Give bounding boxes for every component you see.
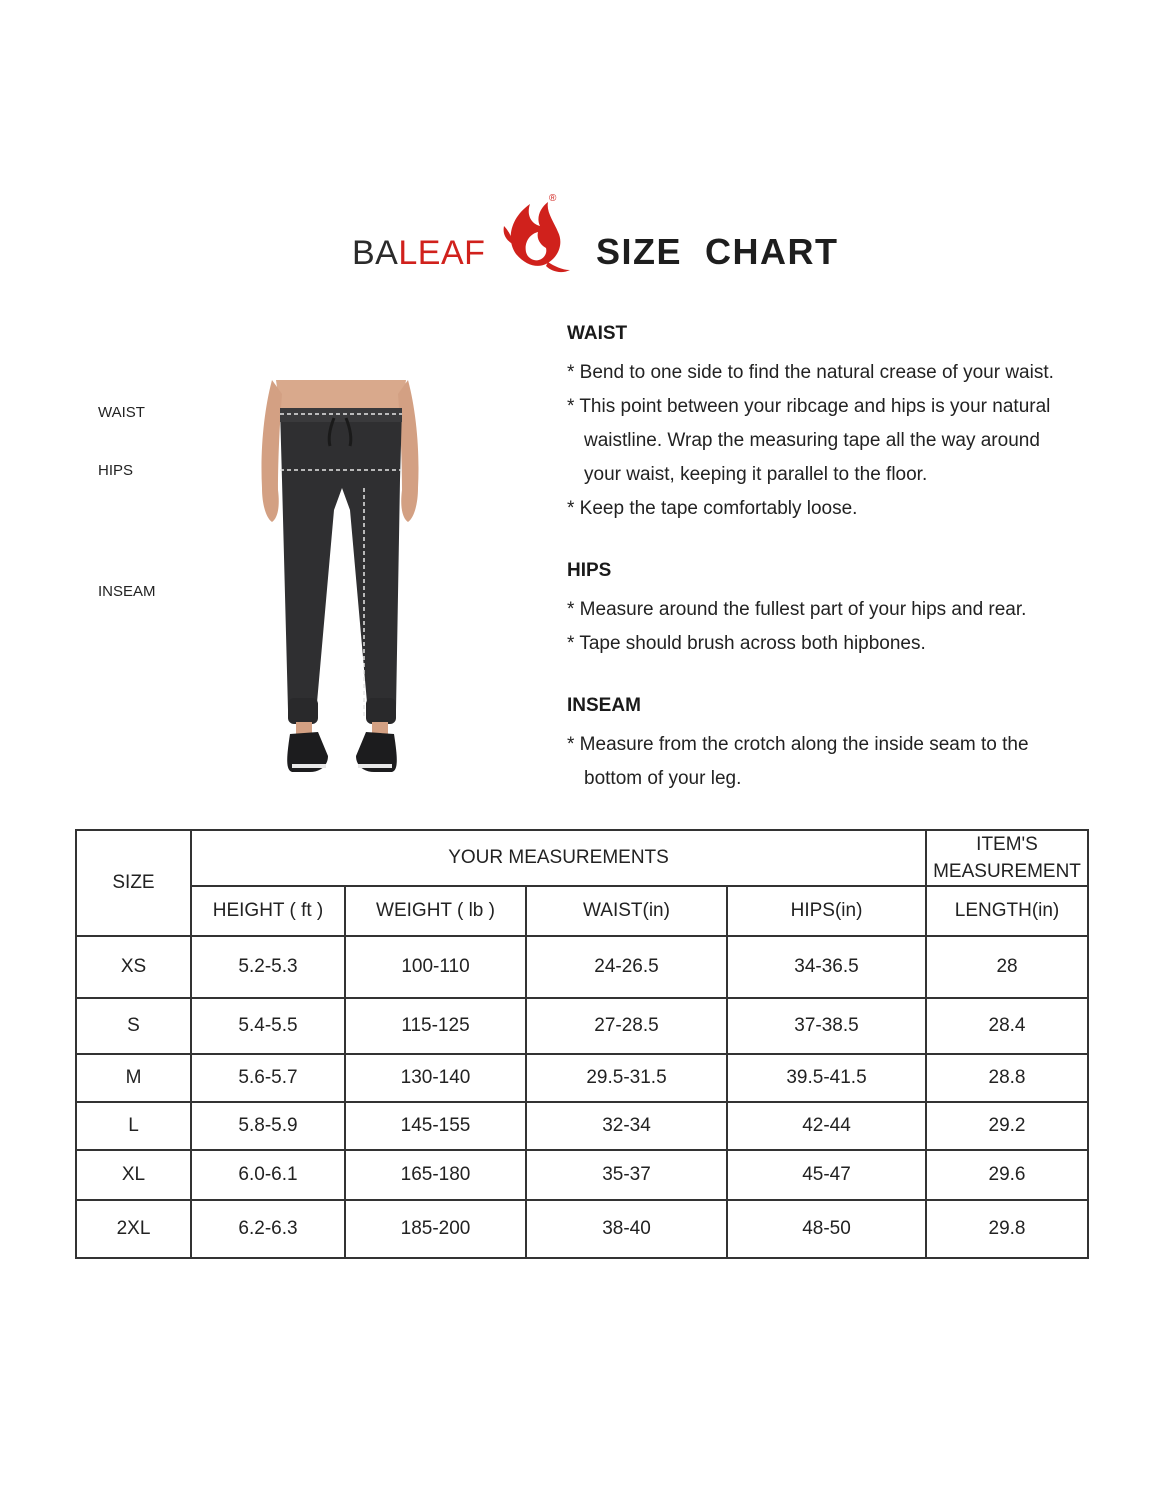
col-header-hips: HIPS(in) bbox=[727, 886, 926, 936]
pants-body bbox=[280, 408, 402, 714]
cell-hips: 48-50 bbox=[727, 1200, 926, 1258]
cell-length: 28 bbox=[926, 936, 1088, 998]
your-measurements-header: YOUR MEASUREMENTS bbox=[191, 830, 926, 886]
waistband bbox=[280, 408, 402, 422]
cell-length: 29.6 bbox=[926, 1150, 1088, 1200]
item-measurement-line-1: ITEM'S bbox=[976, 834, 1038, 855]
cell-waist: 35-37 bbox=[526, 1150, 727, 1200]
page-title: SIZE CHART bbox=[596, 231, 839, 272]
cell-height: 5.8-5.9 bbox=[191, 1102, 345, 1150]
brand-text-ba: BA bbox=[352, 234, 399, 272]
left-arm bbox=[261, 380, 282, 522]
cell-hips: 34-36.5 bbox=[727, 936, 926, 998]
hips-bullet-2: * Tape should brush across both hipbones. bbox=[567, 633, 926, 654]
item-measurement-line-2: MEASUREMENT bbox=[933, 861, 1081, 882]
size-header: SIZE bbox=[76, 830, 191, 936]
table-row bbox=[76, 1102, 1088, 1150]
cell-length: 28.8 bbox=[926, 1054, 1088, 1102]
brand-logo bbox=[352, 236, 485, 270]
col-header-waist: WAIST(in) bbox=[526, 886, 727, 936]
inseam-bullet-1 bbox=[567, 728, 1107, 796]
size-table bbox=[75, 829, 1089, 1259]
jogger-pants-illustration bbox=[250, 380, 430, 780]
cell-hips: 39.5-41.5 bbox=[727, 1054, 926, 1102]
col-header-weight: WEIGHT ( lb ) bbox=[345, 886, 526, 936]
waist-title: WAIST bbox=[567, 323, 628, 344]
table-row bbox=[76, 1150, 1088, 1200]
cell-weight: 165-180 bbox=[345, 1150, 526, 1200]
table-row bbox=[76, 936, 1088, 998]
inseam-bullet-1-line-1: * Measure from the crotch along the inside seam to the bbox=[567, 734, 1029, 755]
cell-length: 28.4 bbox=[926, 998, 1088, 1054]
cell-length: 29.2 bbox=[926, 1102, 1088, 1150]
cell-size: 2XL bbox=[76, 1200, 191, 1258]
left-cuff bbox=[288, 698, 318, 724]
cell-size: L bbox=[76, 1102, 191, 1150]
cell-hips: 37-38.5 bbox=[727, 998, 926, 1054]
hips-bullet-1: * Measure around the fullest part of your hips and rear. bbox=[567, 599, 1027, 620]
brand-text-leaf: LEAF bbox=[398, 234, 486, 272]
waist-bullet-2-line-2: waistline. Wrap the measuring tape all the way around bbox=[584, 430, 1040, 451]
cell-size: S bbox=[76, 998, 191, 1054]
cell-size: XL bbox=[76, 1150, 191, 1200]
hips-title: HIPS bbox=[567, 560, 612, 581]
cell-hips: 45-47 bbox=[727, 1150, 926, 1200]
flame-logo-icon bbox=[496, 196, 574, 276]
cell-waist: 32-34 bbox=[526, 1102, 727, 1150]
cell-waist: 27-28.5 bbox=[526, 998, 727, 1054]
cell-height: 5.2-5.3 bbox=[191, 936, 345, 998]
waist-bullet-2-line-1: * This point between your ribcage and hips is your natural bbox=[567, 396, 1051, 417]
inseam-bullet-1-line-2: bottom of your leg. bbox=[584, 768, 742, 789]
col-header-height: HEIGHT ( ft ) bbox=[191, 886, 345, 936]
header bbox=[0, 190, 1154, 280]
cell-height: 6.0-6.1 bbox=[191, 1150, 345, 1200]
figure-label-inseam: INSEAM bbox=[98, 583, 156, 600]
inseam-title: INSEAM bbox=[567, 695, 641, 716]
table-row bbox=[76, 1054, 1088, 1102]
cell-weight: 130-140 bbox=[345, 1054, 526, 1102]
cell-length: 29.8 bbox=[926, 1200, 1088, 1258]
waist-bullet-2 bbox=[567, 390, 1107, 492]
cell-weight: 185-200 bbox=[345, 1200, 526, 1258]
cell-weight: 115-125 bbox=[345, 998, 526, 1054]
figure-label-waist: WAIST bbox=[98, 404, 145, 421]
cell-size: M bbox=[76, 1054, 191, 1102]
col-header-length: LENGTH(in) bbox=[926, 886, 1088, 936]
cell-height: 6.2-6.3 bbox=[191, 1200, 345, 1258]
cell-height: 5.4-5.5 bbox=[191, 998, 345, 1054]
waist-bullet-3: * Keep the tape comfortably loose. bbox=[567, 498, 858, 519]
table-row bbox=[76, 998, 1088, 1054]
right-cuff bbox=[366, 698, 396, 724]
torso bbox=[276, 380, 406, 410]
cell-weight: 100-110 bbox=[345, 936, 526, 998]
cell-hips: 42-44 bbox=[727, 1102, 926, 1150]
cell-waist: 24-26.5 bbox=[526, 936, 727, 998]
table-row bbox=[76, 1200, 1088, 1258]
waist-bullet-1: * Bend to one side to find the natural crease of your waist. bbox=[567, 362, 1054, 383]
cell-height: 5.6-5.7 bbox=[191, 1054, 345, 1102]
figure-label-hips: HIPS bbox=[98, 462, 134, 479]
registered-mark: ® bbox=[549, 193, 557, 204]
waist-bullet-2-line-3: your waist, keeping it parallel to the floor. bbox=[584, 464, 928, 485]
instructions bbox=[567, 322, 1107, 796]
cell-waist: 29.5-31.5 bbox=[526, 1054, 727, 1102]
cell-waist: 38-40 bbox=[526, 1200, 727, 1258]
cell-weight: 145-155 bbox=[345, 1102, 526, 1150]
right-arm bbox=[398, 380, 419, 522]
item-measurement-header bbox=[926, 830, 1088, 886]
cell-size: XS bbox=[76, 936, 191, 998]
